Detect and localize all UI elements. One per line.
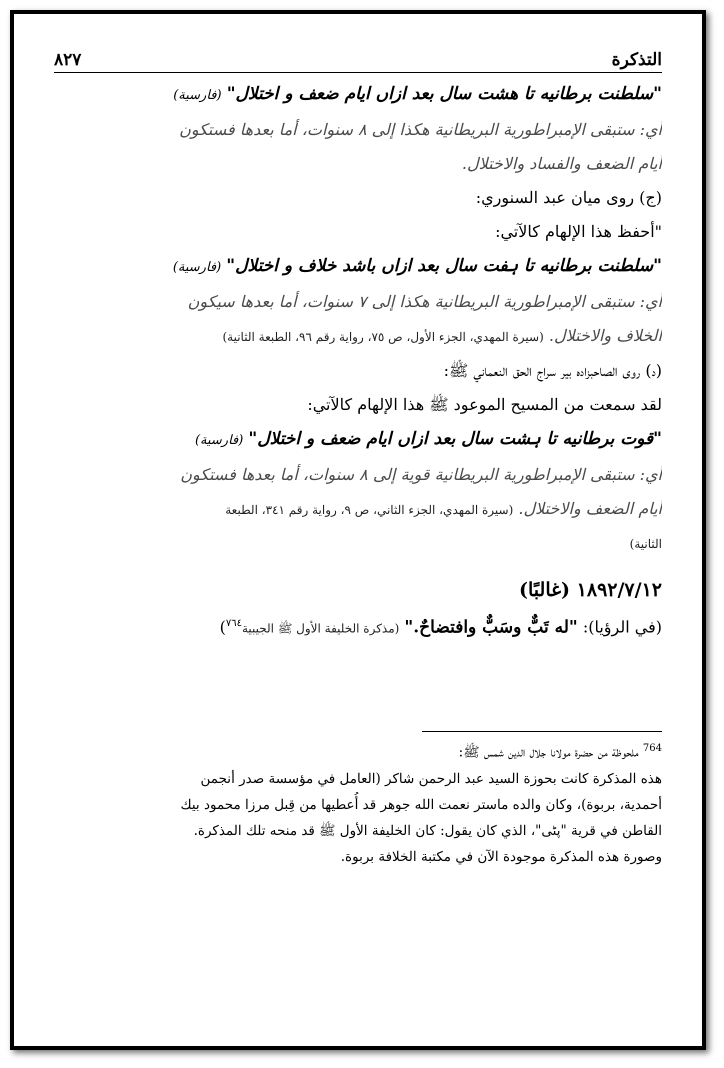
revelation-1 bbox=[54, 77, 662, 113]
narration-d-quote: لقد سمعت من المسيح الموعود ﷺ هذا الإلهام كالآتي: bbox=[307, 395, 662, 414]
footnote-line-4: القاطن في قرية "پٹی"، الذي كان يقول: كان الخليفة الأول ﷺ قد منحه تلك المذكرة. bbox=[193, 822, 662, 839]
translation-2-line-2-text: الخلاف والاختلال. bbox=[548, 326, 662, 345]
footnote-line-1-text: ملحوظة من حضرة مولانا جلال الدين شمس ﷺ: bbox=[458, 744, 639, 761]
page-content bbox=[54, 40, 662, 870]
running-title: التذكرة bbox=[611, 50, 662, 70]
narration-d: (د) روى الصاحبزاده بير سراج الحق النعماني ﷺ: bbox=[443, 361, 662, 380]
footnote-line-2: هذه المذكرة كانت بحوزة السيد عبد الرحمن شاكر (العامل في مؤسسة صدر أنجمن bbox=[200, 770, 662, 787]
translation-3-line-1: أي: ستبقى الإمبراطورية البريطانية قوية إلى ٨ سنوات، أما بعدها فستكون bbox=[180, 465, 662, 484]
date-heading: ١٨٩٢/٧/١٢ (غالبًا) bbox=[519, 579, 662, 601]
translation-3-line-2-text: أيام الضعف والاختلال. bbox=[518, 499, 662, 518]
revelation-3-text: "قوت برطانیه تا ہشت سال بعد ازاں ایام ضعف و اختلال" bbox=[248, 429, 662, 449]
page-header bbox=[54, 40, 662, 73]
language-tag: (فارسية) bbox=[172, 260, 222, 275]
language-tag: (فارسية) bbox=[173, 88, 222, 103]
revelation-1-text: "سلطنت برطانيه تا هشت سال بعد ازاں ایام ضعف و اختلال" bbox=[226, 84, 662, 104]
footnote-rule bbox=[422, 731, 662, 732]
dream-reference: (مذكرة الخليفة الأول ﷺ الجيبية bbox=[241, 621, 400, 636]
translation-2-line-1: أي: ستبقى الإمبراطورية البريطانية هكذا إلى ٧ سنوات، أما بعدها سيكون bbox=[187, 292, 662, 311]
revelation-3 bbox=[54, 422, 662, 458]
page-number: ٨٢٧ bbox=[54, 50, 82, 70]
footnote-line-1 bbox=[54, 736, 662, 766]
revelation-2-text: "سلطنت برطانیه تا ہفت سال بعد ازاں باشد خلاف و اختلال" bbox=[226, 256, 662, 276]
reference-3: (سيرة المهدي، الجزء الثاني، ص ٩، رواية رقم ٣٤١، الطبعة bbox=[225, 503, 514, 517]
dream-line bbox=[54, 607, 662, 645]
dream-close: ) bbox=[219, 617, 226, 637]
footnote-line-5: وصورة هذه المذكرة موجودة الآن في مكتبة الخلافة بربوة. bbox=[340, 848, 662, 865]
footnote-marker: ٧٦٤ bbox=[225, 618, 242, 629]
reference-2: (سيرة المهدي، الجزء الأول، ص ٧٥، رواية رقم ٩٦، الطبعة الثانية) bbox=[222, 330, 544, 344]
reference-3-cont: الثانية) bbox=[629, 537, 662, 551]
page-frame bbox=[10, 10, 706, 1050]
dream-prefix: (في الرؤيا): bbox=[582, 617, 662, 637]
translation-2-line-2 bbox=[54, 319, 662, 354]
dream-quote: "له تَبٌّ وسَبٌّ وافتضاحٌ." bbox=[404, 617, 578, 638]
language-tag: (فارسية) bbox=[194, 433, 244, 448]
narration-c: (ج) روى ميان عبد السنوري: bbox=[475, 188, 662, 207]
footnote-number: 764 bbox=[642, 743, 662, 755]
translation-3-line-2 bbox=[54, 492, 662, 527]
revelation-2 bbox=[54, 249, 662, 285]
footnote-line-3: أحمدية، بربوة)، وكان والده ماستر نعمت الله جوهر قد أُعطيها من قِبل مرزا محمود بيك bbox=[180, 796, 662, 813]
translation-1-line-2: أيام الضعف والفساد والاختلال. bbox=[461, 154, 662, 173]
narration-c-quote: "أحفظ هذا الإلهام كالآتي: bbox=[495, 222, 662, 241]
translation-1-line-1: أي: ستبقى الإمبراطورية البريطانية هكذا إلى ٨ سنوات، أما بعدها فستكون bbox=[179, 120, 662, 139]
